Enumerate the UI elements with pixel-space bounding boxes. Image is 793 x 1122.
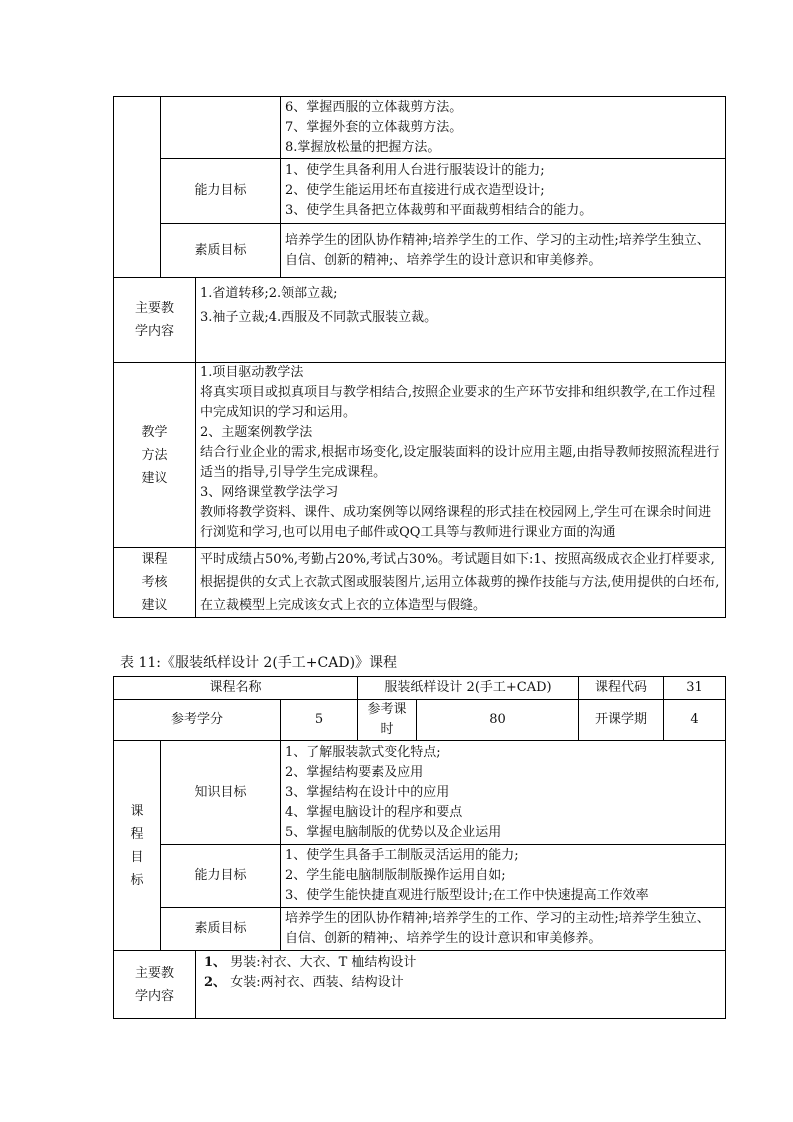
knowledge-label-cell <box>161 97 281 159</box>
ability-item: 1、使学生具备手工制版灵活运用的能力; <box>285 848 519 863</box>
course-table-1 <box>113 96 726 618</box>
course-name-value: 服装纸样设计 2(手工+CAD) <box>358 677 579 700</box>
hours-value: 80 <box>417 700 579 741</box>
assess-label: 课程 考核 建议 <box>114 548 196 618</box>
ability-item: 1、使学生具备利用人台进行服装设计的能力; <box>285 163 545 178</box>
quality-text: 培养学生的团队协作精神;培养学生的工作、学习的主动性;培养学生独立、自信、创新的精神;、培养学生的设计意识和审美修养。 <box>281 224 726 278</box>
content-items <box>196 278 726 363</box>
semester-value: 4 <box>664 700 726 741</box>
credits-value: 5 <box>281 700 358 741</box>
content-items <box>196 951 726 1019</box>
quality-text: 培养学生的团队协作精神;培养学生的工作、学习的主动性;培养学生独立、自信、创新的精神;、培养学生的设计意识和审美修养。 <box>281 908 726 951</box>
method-label: 教学 方法 建议 <box>114 363 196 548</box>
knowledge-item: 7、掌握外套的立体裁剪方法。 <box>285 119 463 135</box>
knowledge-item: 4、掌握电脑设计的程序和要点 <box>285 804 463 820</box>
ability-label: 能力目标 <box>161 159 281 224</box>
semester-label: 开课学期 <box>579 700 664 741</box>
ability-item: 2、学生能电脑制版制版操作运用自如; <box>285 868 506 883</box>
knowledge-items <box>281 741 726 845</box>
course-code-value: 31 <box>664 677 726 700</box>
knowledge-item: 2、掌握结构要素及应用 <box>285 764 424 780</box>
ability-item: 2、使学生能运用坯布直接进行成衣造型设计; <box>285 183 545 198</box>
knowledge-label: 知识目标 <box>161 741 281 845</box>
table-caption: 表 11:《服装纸样设计 2(手工+CAD)》课程 <box>120 655 398 671</box>
goal-label-cell <box>114 97 161 278</box>
knowledge-item: 1、了解服装款式变化特点; <box>285 744 441 760</box>
method-text: 1.项目驱动教学法 将真实项目或拟真项目与教学相结合,按照企业要求的生产环节安排和组织教学,在工作过程中完成知识的学习和运用。 2、主题案例教学法 结合行业企业的需求,根据市场变化,设定服装面料的设计应用主题,由指导教师按照流程进行适当的指导,引导学生完成课程。 3、网络课堂教学法学习 教师将教学资料、课件、成功案例等以网络课程的形式挂在校园网上,学生可在课余时间进行浏览和学习,也可以用电子邮件或QQ工具等与教师进行课业方面的沟通 <box>196 363 726 548</box>
knowledge-item: 8.掌握放松量的把握方法。 <box>285 139 441 155</box>
quality-label: 素质目标 <box>161 224 281 278</box>
ability-label: 能力目标 <box>161 845 281 908</box>
ability-items <box>281 845 726 908</box>
credits-label: 参考学分 <box>114 700 281 741</box>
quality-label: 素质目标 <box>161 908 281 951</box>
knowledge-items <box>281 97 726 159</box>
content-item: 3.袖子立裁;4.西服及不同款式服装立裁。 <box>200 310 438 325</box>
goal-label: 课 程 目 标 <box>114 741 161 951</box>
ability-items <box>281 159 726 224</box>
knowledge-item: 6、掌握西服的立体裁剪方法。 <box>285 99 463 115</box>
assess-text: 平时成绩占50%,考勤占20%,考试占30%。考试题目如下:1、按照高级成衣企业打样要求,根据提供的女式上衣款式图或服装图片,运用立体裁剪的操作技能与方法,使用提供的白坯布,在立裁模型上完成该女式上衣的立体造型与假缝。 <box>196 548 726 618</box>
content-item: 1.省道转移;2.领部立裁; <box>200 286 338 301</box>
ability-item: 3、使学生能快捷直观进行版型设计;在工作中快速提高工作效率 <box>285 888 649 903</box>
content-item: 1、 男装:衬衣、大衣、T 桖结构设计 <box>204 955 417 970</box>
content-item: 2、 女装:两衬衣、西装、结构设计 <box>204 975 404 990</box>
content-label: 主要教 学内容 <box>114 278 196 363</box>
knowledge-item: 5、掌握电脑制版的优势以及企业运用 <box>285 824 502 840</box>
knowledge-item: 3、掌握结构在设计中的应用 <box>285 784 450 800</box>
content-label: 主要教 学内容 <box>114 951 196 1019</box>
ability-item: 3、使学生具备把立体裁剪和平面裁剪相结合的能力。 <box>285 203 593 218</box>
course-name-label: 课程名称 <box>114 677 358 700</box>
course-table-2 <box>113 676 726 1019</box>
hours-label: 参考课时 <box>358 700 417 741</box>
course-code-label: 课程代码 <box>579 677 664 700</box>
